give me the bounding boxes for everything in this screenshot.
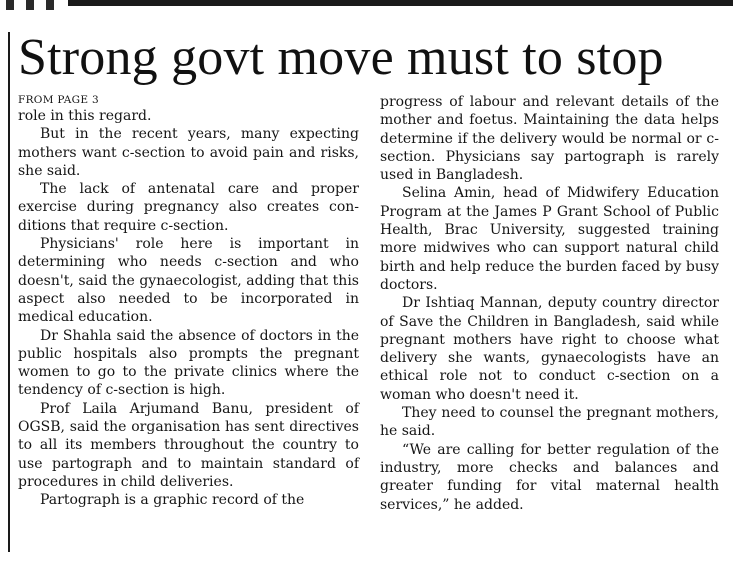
paragraph: progress of labour and relevant details of the mother and foetus. Maintaining the data helps determine if the delivery would be normal or c-section. Physicians say partograph is rarely used in Bangladesh. [380, 94, 719, 184]
continuation-label: FROM PAGE 3 [18, 94, 99, 106]
paragraph: “We are calling for better regulation of the industry, more checks and balances and greater funding for vital maternal health services,” he added. [380, 441, 719, 513]
paragraph: The lack of antenatal care and proper exercise during pregnancy also creates conditions that require c-section. [18, 181, 359, 234]
masthead-fragment [0, 0, 52, 10]
paragraph: role in this regard. [18, 108, 152, 124]
column-rule [8, 32, 10, 552]
left-column [18, 93, 359, 510]
top-rule [68, 0, 733, 6]
right-column [380, 93, 719, 514]
paragraph: Dr Shahla said the absence of doctors in the public hospitals also prompts the pregnant women to go to the private clinics where the tendency of c-section is high. [18, 327, 359, 399]
paragraph: They need to counsel the pregnant mothers, he said. [380, 405, 719, 440]
paragraph: Prof Laila Arjumand Banu, president of OGSB, said the organisation has sent directives to all its members throughout the country to use partograph and to maintain standard of procedures in child deliveries. [18, 400, 359, 490]
paragraph: But in the recent years, many expecting mothers want c-section to avoid pain and risks, she said. [18, 126, 359, 179]
paragraph: Partograph is a graphic record of the [40, 492, 305, 509]
paragraph: Dr Ishtiaq Mannan, deputy country director of Save the Children in Bangladesh, said while pregnant mothers have right to choose what delivery she wants, gynaecologists have an ethical role not to conduct c-section on a woman who doesn't need it. [380, 295, 719, 403]
paragraph: Selina Amin, head of Midwifery Education Program at the James P Grant School of Public Health, Brac University, suggested training more midwives who can support natural child birth and help reduce the burden faced by busy doctors. [380, 185, 719, 293]
paragraph: Physicians' role here is important in determining who needs c-section and who doesn't, said the gynaecologist, adding that this aspect also needed to be incorporated in medical education. [18, 236, 359, 326]
headline: Strong govt move must to stop [18, 29, 664, 86]
